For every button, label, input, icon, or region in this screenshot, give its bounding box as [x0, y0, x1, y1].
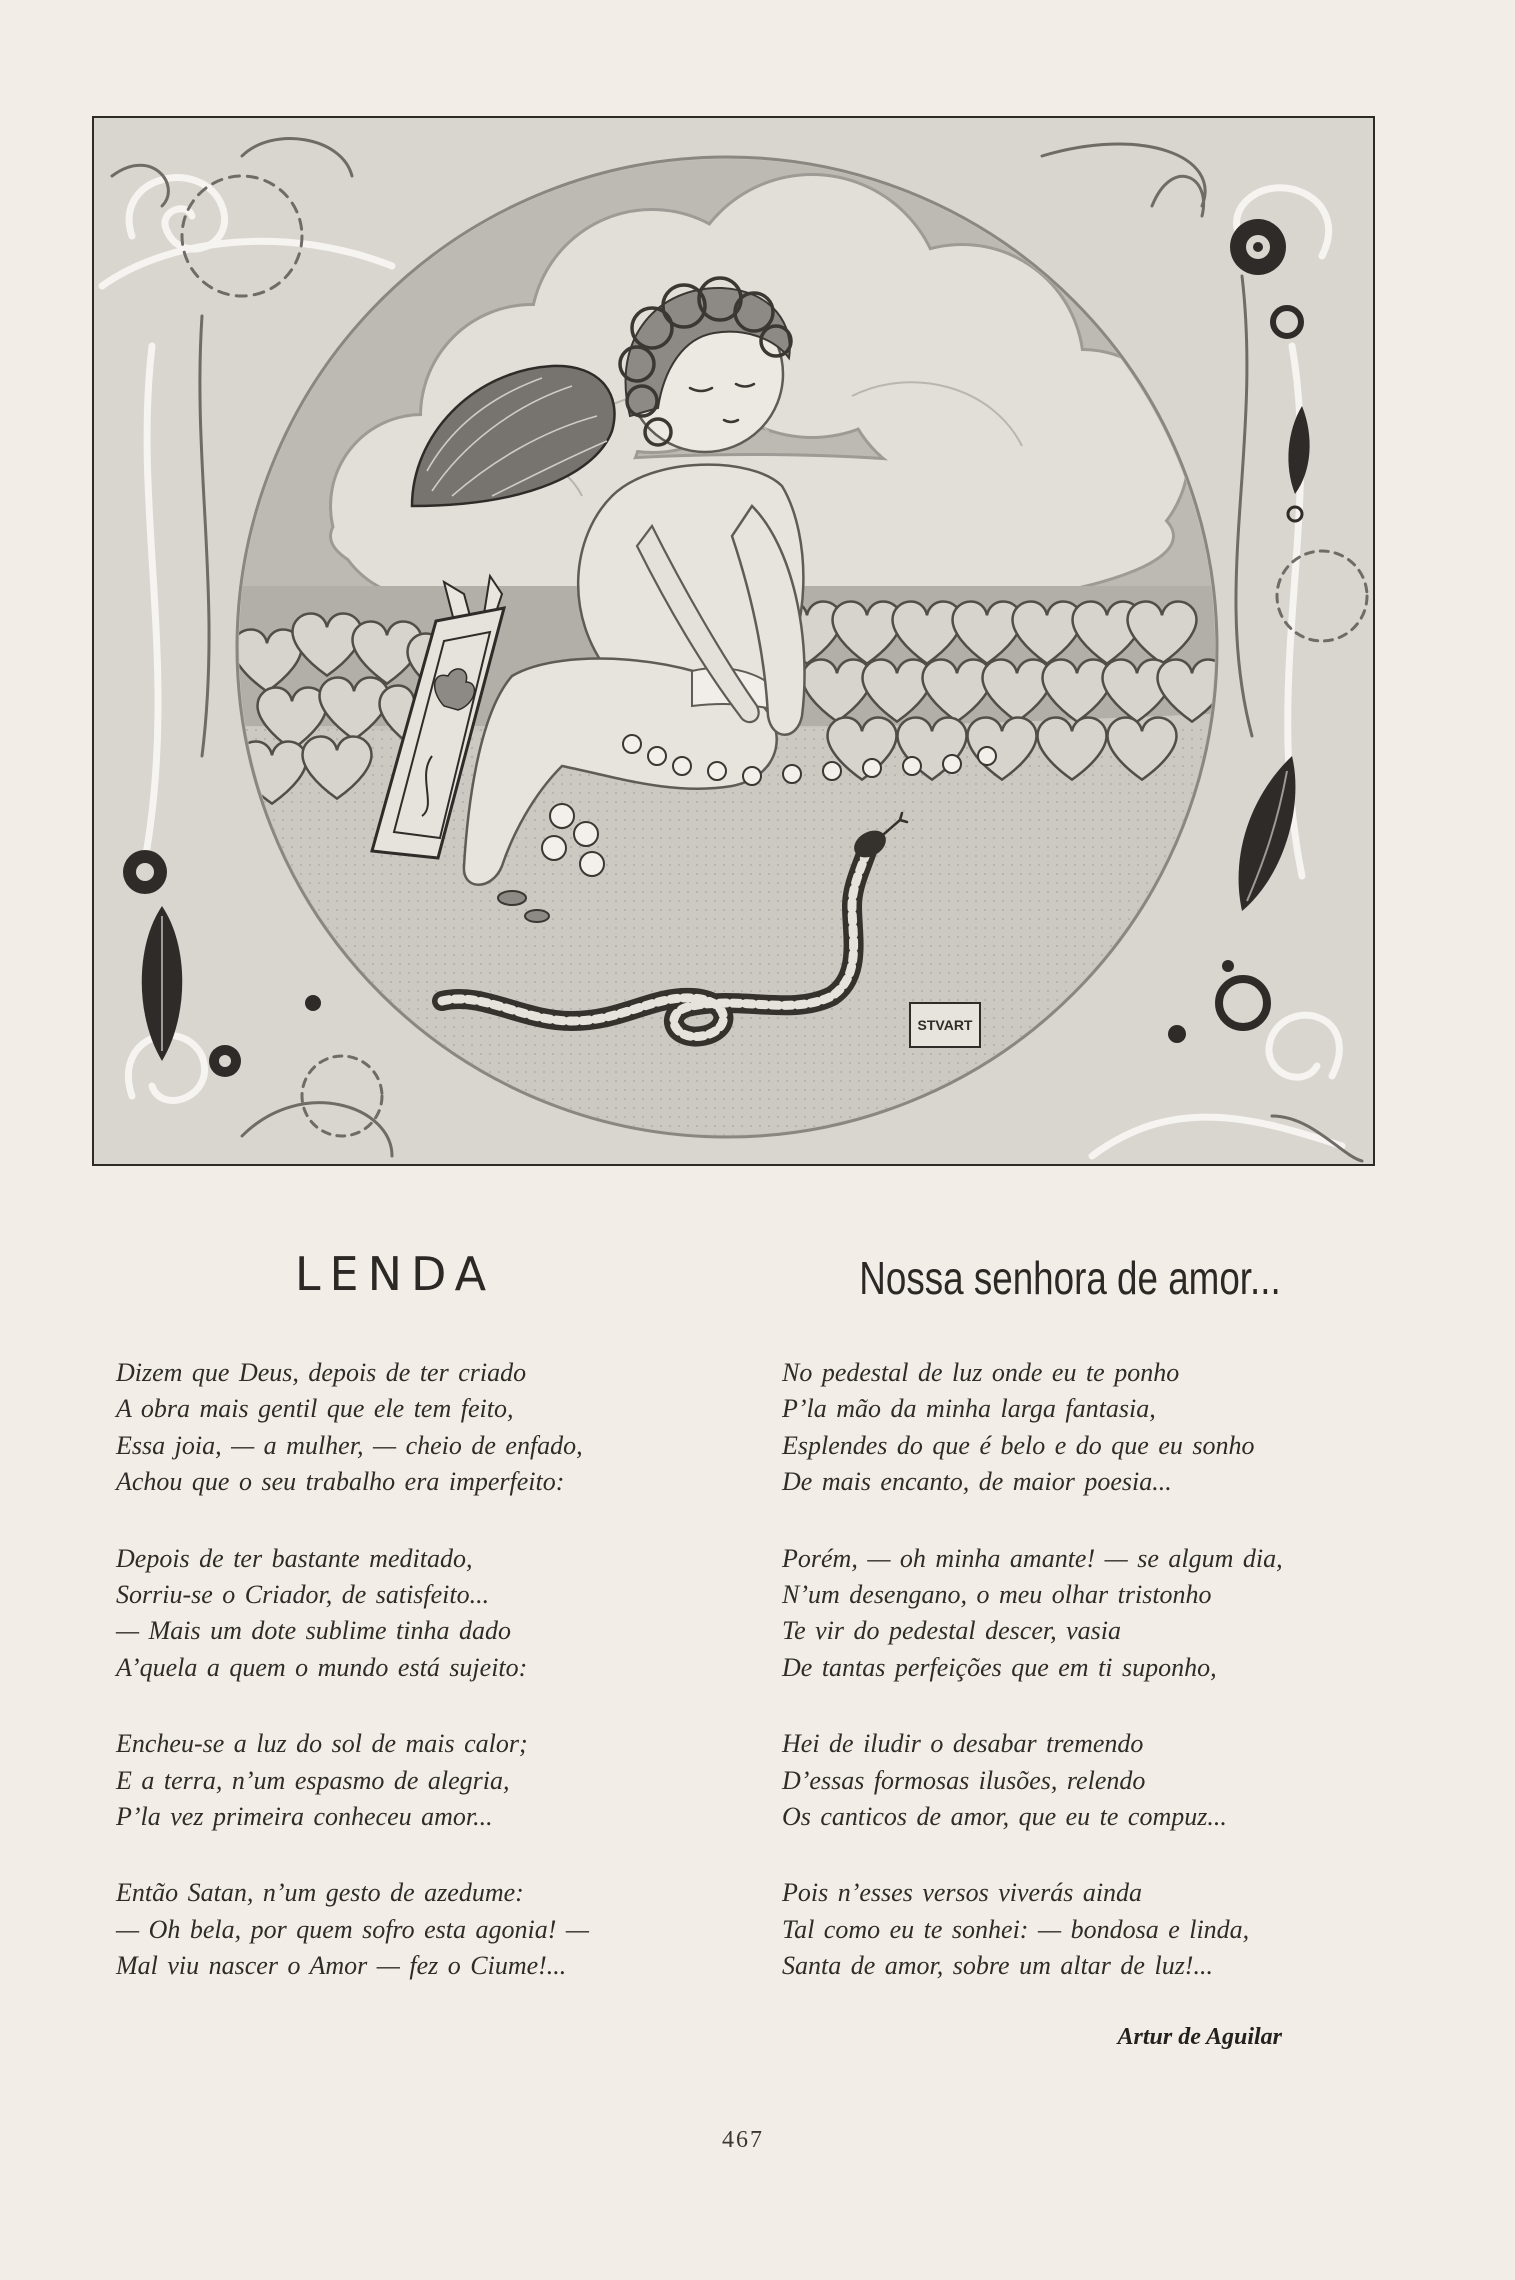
verse-line: — Oh bela, por quem sofro esta agonia! — — [116, 1914, 589, 1944]
garland-flower — [823, 762, 841, 780]
garland-flower — [708, 762, 726, 780]
flower-center — [219, 1055, 231, 1067]
verse-line: E a terra, n’um espasmo de alegria, — [116, 1765, 510, 1795]
garland-flower — [673, 757, 691, 775]
poem-nossa-senhora — [782, 1355, 1442, 1985]
verse-line: Dizem que Deus, depois de ter criado — [116, 1358, 527, 1387]
garland-flower — [943, 755, 961, 773]
page-number: 467 — [722, 2127, 764, 2153]
verse-line: Depois de ter bastante meditado, — [116, 1543, 473, 1573]
stanza — [116, 1726, 736, 1835]
bunch-flower — [542, 836, 566, 860]
verse-line: No pedestal de luz onde eu te ponho — [782, 1358, 1180, 1387]
flower-core — [1253, 242, 1263, 252]
stanza — [782, 1875, 1442, 1984]
verse-line: — Mais um dote sublime tinha dado — [116, 1616, 511, 1646]
garland-flower — [903, 757, 921, 775]
verse-line: De tantas perfeições que em ti suponho, — [782, 1652, 1217, 1682]
verse-line: Os canticos de amor, que eu te compuz... — [782, 1802, 1227, 1832]
verse-line: Então Satan, n’um gesto de azedume: — [116, 1878, 524, 1908]
bunch-flower — [574, 822, 598, 846]
fallen-leaf — [525, 910, 549, 922]
verse-line: P’la mão da minha larga fantasia, — [782, 1394, 1156, 1424]
verse-line: Santa de amor, sobre um altar de luz!... — [782, 1951, 1213, 1981]
garland-flower — [978, 747, 996, 765]
verse-line: Sorriu-se o Criador, de satisfeito... — [116, 1580, 490, 1610]
verse-line: Hei de iludir o desabar tremendo — [782, 1729, 1144, 1759]
cupid-illustration — [92, 116, 1375, 1166]
verse-line: Tal como eu te sonhei: — bondosa e linda, — [782, 1914, 1250, 1944]
stanza — [782, 1541, 1442, 1687]
verse-line: Pois n’esses versos viverás ainda — [782, 1878, 1143, 1908]
author-signature: Artur de Aguilar — [1117, 2024, 1282, 2050]
verse-line: Te vir do pedestal descer, vasia — [782, 1616, 1121, 1646]
bunch-flower — [580, 852, 604, 876]
flower-dot — [1222, 960, 1234, 972]
garland-flower — [783, 765, 801, 783]
flower-dot — [305, 995, 321, 1011]
garland-flower — [743, 767, 761, 785]
garland-flower — [623, 735, 641, 753]
stanza — [116, 1541, 736, 1687]
verse-line: A obra mais gentil que ele tem feito, — [116, 1394, 514, 1424]
garland-flower — [648, 747, 666, 765]
verse-line: De mais encanto, de maior poesia... — [782, 1467, 1172, 1497]
poem-title-nossa-senhora: Nossa senhora de amor... — [859, 1252, 1281, 1304]
verse-line: Essa joia, — a mulher, — cheio de enfado, — [116, 1430, 583, 1460]
poem-title-lenda: LENDA — [294, 1247, 496, 1301]
verse-line: N’um desengano, o meu olhar tristonho — [782, 1580, 1212, 1610]
garland-flower — [863, 759, 881, 777]
verse-line: D’essas formosas ilusões, relendo — [782, 1765, 1146, 1795]
verse-line: Mal viu nascer o Amor — fez o Ciume!... — [116, 1951, 567, 1981]
verse-line: Porém, — oh minha amante! — se algum dia, — [782, 1543, 1283, 1573]
flower-center — [136, 863, 154, 881]
flower-dot — [1168, 1025, 1186, 1043]
poem-lenda — [116, 1355, 736, 1985]
verse-line: P’la vez primeira conheceu amor... — [116, 1802, 493, 1832]
stanza — [116, 1875, 736, 1984]
monogram-text: STVART — [917, 1017, 973, 1033]
bunch-flower — [550, 804, 574, 828]
stanza — [116, 1355, 736, 1501]
verse-line: Esplendes do que é belo e do que eu sonho — [782, 1430, 1255, 1460]
verse-line: A’quela a quem o mundo está sujeito: — [116, 1652, 528, 1682]
artist-monogram — [910, 1003, 980, 1047]
verse-line: Achou que o seu trabalho era imperfeito: — [116, 1467, 565, 1497]
stanza — [782, 1355, 1442, 1501]
verse-line: Encheu-se a luz do sol de mais calor; — [116, 1729, 528, 1759]
fallen-leaf — [498, 891, 526, 905]
stanza — [782, 1726, 1442, 1835]
